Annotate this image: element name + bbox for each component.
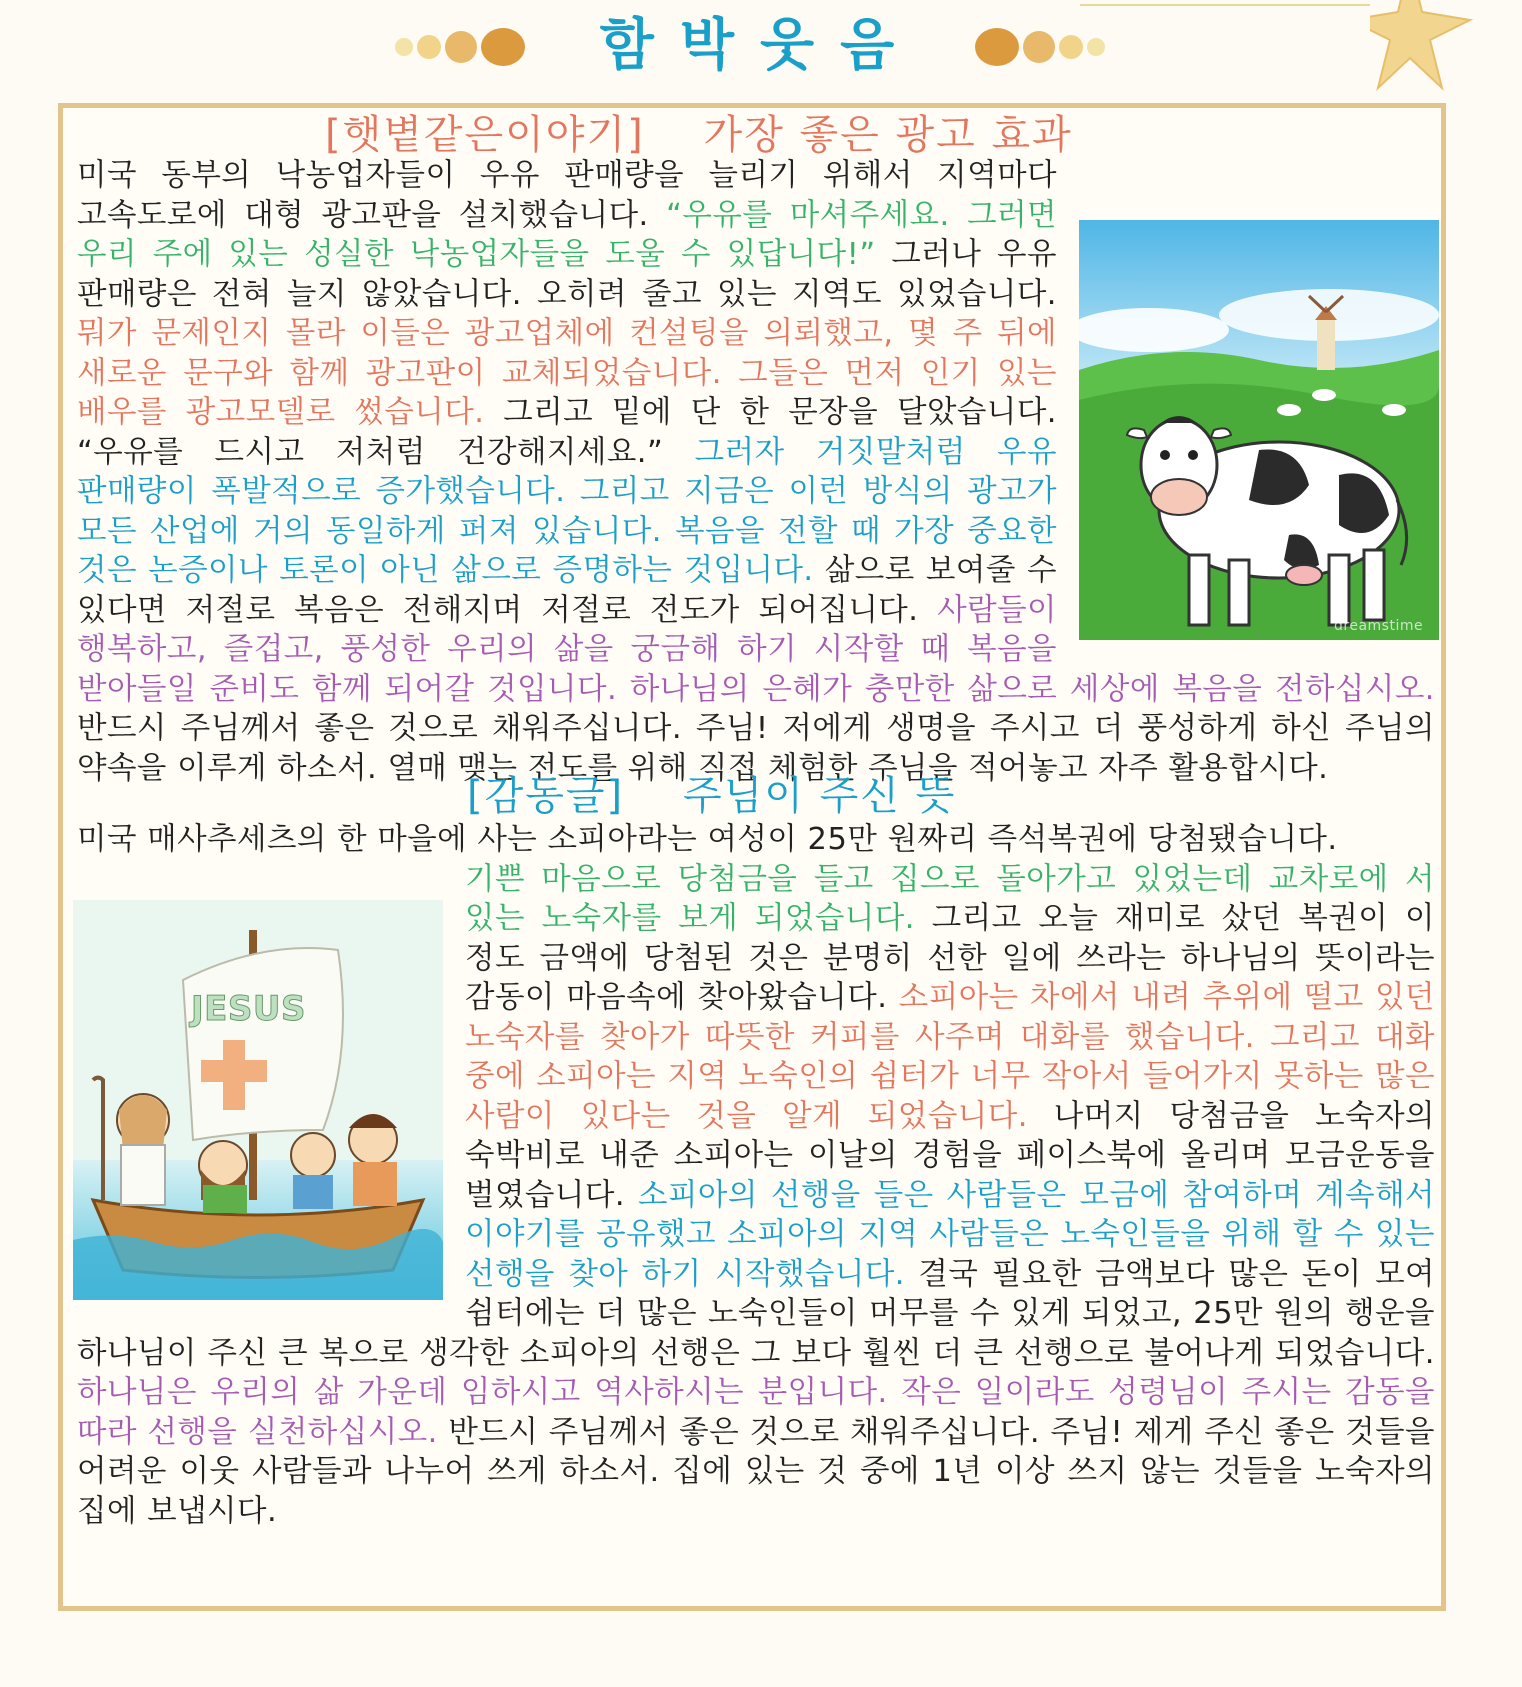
section2-run-7: 반드시 주님께서 좋은 것으로 채워주십니다. 주님! 제게 주신 좋은 것들을 어려운 이웃 사람들과 나누어 쓰게 하소서. 집에 있는 것 중에 1년 이상 쓰지 않는 것들을 노숙자의 집에 보냅시다. xyxy=(77,1414,1435,1529)
section1-run-2: 그러나 우유 판매량은 전혀 늘지 않았습니다. 오히려 줄고 있는 지역도 있었습니다. xyxy=(77,237,1057,312)
left-dots-ornament xyxy=(395,28,525,66)
jesus-boat-illustration-icon xyxy=(73,900,443,1300)
section2-run-2: 소피아는 차에서 내려 추위에 떨고 있던 노숙자를 찾아가 따뜻한 커피를 사주며 대화를 했습니다. 그리고 대화 중에 소피아는 지역 노숙인의 쉼터가 너무 작아서 들어가지 못하는 많은 사람이 있다는 것을 알게 되었습니다. xyxy=(465,980,1435,1134)
section1-run-1: “우유를 마셔주세요. 그러면 우리 주에 있는 성실한 낙농업자들을 도울 수 있답니다!” xyxy=(77,197,1057,272)
cow-watermark: dreamstime xyxy=(1334,618,1424,634)
section2-run-6: 하나님은 우리의 삶 가운데 임하시고 역사하시는 분입니다. 작은 일이라도 성령님이 주시는 감동을 따라 선행을 실천하십시오. xyxy=(77,1375,1435,1450)
section1-run-5: 그러자 거짓말처럼 우유 판매량이 폭발적으로 증가했습니다. 그리고 지금은 이런 방식의 광고가 모든 산업에 거의 동일하게 퍼져 있습니다. 복음을 전할 때 가장 중요한 것은 논증이나 토론이 아닌 삶으로 증명하는 것입니다. xyxy=(77,434,1057,588)
sail-text: JESUS xyxy=(191,988,306,1029)
section1-body xyxy=(77,156,1435,788)
right-dots-ornament xyxy=(975,28,1105,66)
section2-run-1: 그리고 오늘 재미로 샀던 복권이 이 정도 금액에 당첨된 것은 분명히 선한 일에 쓰라는 하나님의 뜻이라는 감동이 마음속에 찾아왔습니다. xyxy=(465,901,1435,1015)
section1-run-4: 그리고 밑에 단 한 문장을 달았습니다. “우유를 드시고 저처럼 건강해지세요.” xyxy=(77,395,1058,470)
page-header xyxy=(0,0,1522,95)
section1-run-6: 삶으로 보여줄 수 있다면 저절로 복음은 전해지며 저절로 전도가 되어집니다. xyxy=(77,553,1057,628)
section1-run-8: 반드시 주님께서 좋은 것으로 채워주십니다. 주님! 저에게 생명을 주시고 더 풍성하게 하신 주님의 약속을 이루게 하소서. 열매 맺는 전도를 위해 직접 체험한 주님을 적어놓고 자주 활용합시다. xyxy=(77,711,1435,786)
section2-first-line: 미국 매사추세츠의 한 마을에 사는 소피아라는 여성이 25만 원짜리 즉석복권에 당첨됐습니다. xyxy=(77,822,1338,857)
section1-run-0: 미국 동부의 낙농업자들이 우유 판매량을 늘리기 위해서 지역마다 고속도로에 대형 광고판을 설치했습니다. xyxy=(77,158,1057,233)
section1-run-7: 사람들이 행복하고, 즐겁고, 풍성한 우리의 삶을 궁금해 하기 시작할 때 복음을 받아들일 준비도 함께 되어갈 것입니다. 하나님의 은혜가 충만한 삶으로 세상에 복음을 전하십시오. xyxy=(77,592,1435,707)
star-icon xyxy=(1370,0,1480,95)
section2-run-0: 기쁜 마음으로 당첨금을 들고 집으로 돌아가고 있었는데 교차로에 서 있는 노숙자를 보게 되었습니다. xyxy=(465,861,1435,936)
section1-title: [햇볕같은이야기] 가장 좋은 광고 효과 xyxy=(325,112,1073,158)
section2-run-4: 소피아의 선행을 들은 사람들은 모금에 참여하며 계속해서 이야기를 공유했고 소피아의 지역 사람들은 노숙인들을 위해 할 수 있는 선행을 찾아 하기 시작했습니다. xyxy=(465,1177,1435,1292)
cow-illustration-icon xyxy=(1079,220,1439,640)
section2-run-3: 나머지 당첨금을 노숙자의 숙박비로 내준 소피아는 이날의 경험을 페이스북에 올리며 모금운동을 벌였습니다. xyxy=(465,1098,1435,1213)
article-frame xyxy=(58,103,1446,1611)
section1-run-3: 뭐가 문제인지 몰라 이들은 광고업체에 컨설팅을 의뢰했고, 몇 주 뒤에 새로운 문구와 함께 광고판이 교체되었습니다. 그들은 먼저 인기 있는 배우를 광고모델로 썼습니다. xyxy=(77,316,1057,430)
cow-image xyxy=(1079,220,1439,640)
header-rule xyxy=(1080,4,1370,6)
page-title: 함박웃음 xyxy=(599,13,921,78)
section2-run-5: 결국 필요한 금액보다 많은 돈이 모여 쉼터에는 더 많은 노숙인들이 머무를 수 있게 되었고, 25만 원의 행운을 하나님이 주신 큰 복으로 생각한 소피아의 선행은 그 보다 훨씬 더 큰 선행으로 불어나게 되었습니다. xyxy=(77,1256,1435,1371)
section2-body xyxy=(77,820,1435,1531)
boat-image xyxy=(73,900,443,1300)
section2-title: [감동글] 주님이 주신 뜻 xyxy=(467,773,957,819)
